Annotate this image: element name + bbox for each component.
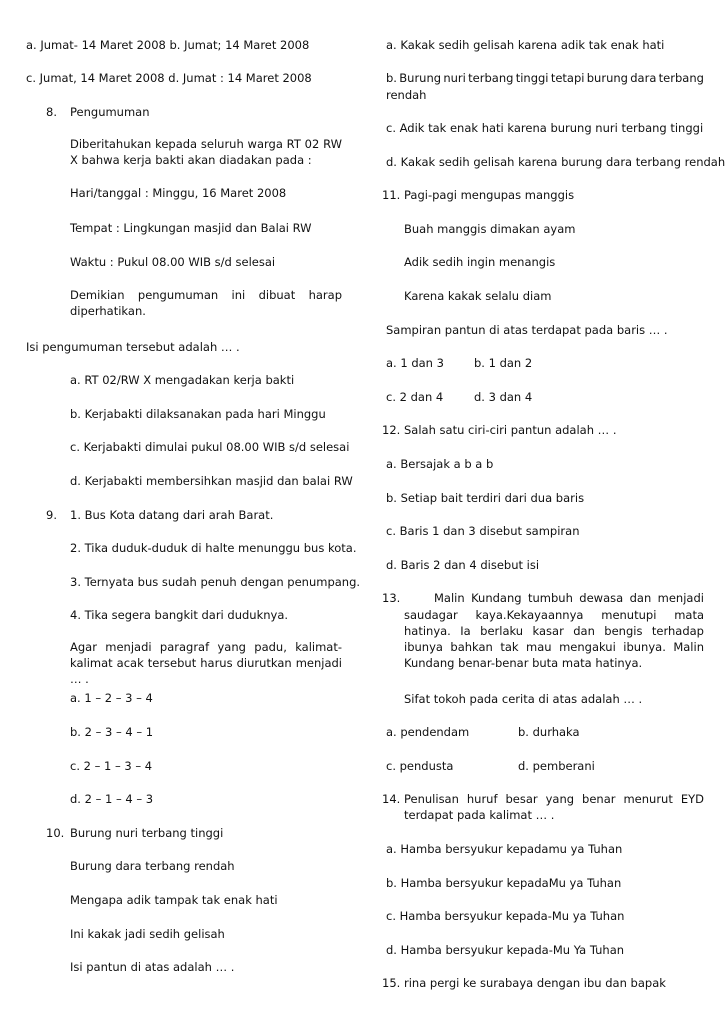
- question-11-option-c: c. 2 dan 4: [386, 390, 444, 404]
- pantun-2-line-3: Adik sedih ingin menangis: [404, 255, 556, 269]
- question-13-option-c: c. pendusta: [386, 759, 454, 773]
- question-13-option-b: b. durhaka: [518, 725, 580, 739]
- question-10-option-d: d. Kakak sedih gelisah karena burung dara terbang rendah: [386, 155, 726, 169]
- question-10-option-a: a. Kakak sedih gelisah karena adik tak enak hati: [386, 38, 665, 52]
- question-12-text: Salah satu ciri-ciri pantun adalah … .: [404, 423, 617, 437]
- question-14-option-d: d. Hamba bersyukur kepada-Mu Ya Tuhan: [386, 943, 625, 957]
- announcement-closing-line2: diperhatikan.: [70, 304, 146, 318]
- question-word: EYD: [680, 792, 704, 806]
- closing-word: harap: [308, 288, 342, 302]
- question-14-option-a: a. Hamba bersyukur kepadamu ya Tuhan: [386, 842, 623, 856]
- question-11-number: 11.: [382, 188, 401, 202]
- question-word: huruf: [466, 792, 498, 806]
- question-word: yang: [545, 792, 575, 806]
- question-14-option-b: b. Hamba bersyukur kepadaMu ya Tuhan: [386, 876, 622, 890]
- answer-options-date-cd: c. Jumat, 14 Maret 2008 d. Jumat : 14 Maret 2008: [26, 71, 312, 85]
- passage-word: dewasa: [579, 591, 624, 605]
- passage-word: Kundang: [471, 591, 522, 605]
- question-9-option-b: b. 2 – 3 – 4 – 1: [70, 725, 154, 739]
- question-8-option-c: c. Kerjabakti dimulai pukul 08.00 WIB s/d selesai: [70, 440, 350, 454]
- passage-word: tumbuh: [527, 591, 573, 605]
- option-word: nuri: [443, 71, 466, 85]
- closing-word: dibuat: [258, 288, 296, 302]
- question-14-line2: terdapat pada kalimat … .: [404, 808, 555, 822]
- question-14-number: 14.: [382, 792, 401, 806]
- closing-word: pengumuman: [137, 288, 219, 302]
- question-9-sentence-4: 4. Tika segera bangkit dari duduknya.: [70, 608, 289, 622]
- pantun-2-line-2: Buah manggis dimakan ayam: [404, 222, 576, 236]
- question-8-option-d: d. Kerjabakti membersihkan masjid dan balai RW: [70, 474, 353, 488]
- question-13-text: Sifat tokoh pada cerita di atas adalah … .: [404, 692, 643, 706]
- question-13-number: 13.: [382, 591, 401, 605]
- option-word: burung: [586, 71, 628, 85]
- passage-word: menjadi: [657, 591, 704, 605]
- question-15-number: 15.: [382, 976, 401, 990]
- passage-first-line: [434, 591, 704, 606]
- question-13-option-a: a. pendendam: [386, 725, 470, 739]
- question-11-option-d: d. 3 dan 4: [474, 390, 533, 404]
- question-13-option-d: d. pemberani: [518, 759, 595, 773]
- option-word: Burung: [399, 71, 442, 85]
- pantun-line-2: Burung dara terbang rendah: [70, 859, 235, 873]
- question-12-option-a: a. Bersajak a b a b: [386, 457, 494, 471]
- pantun-line-1: Burung nuri terbang tinggi: [70, 826, 224, 840]
- question-9-option-d: d. 2 – 1 – 4 – 3: [70, 792, 154, 806]
- option-word: tinggi: [515, 71, 549, 85]
- question-12-number: 12.: [382, 423, 401, 437]
- question-10-option-c: c. Adik tak enak hati karena burung nuri terbang tinggi: [386, 121, 704, 135]
- question-12-option-c: c. Baris 1 dan 3 disebut sampiran: [386, 524, 580, 538]
- passage-body: saudagar kaya.Kekayaannya menutupi mata hatinya. Ia berlaku kasar dan bengis terhadap ibunya bahkan tak mau mengakui ibunya. Malin Kundang benar-benar buta mata hatinya.: [404, 608, 704, 670]
- question-10-option-b-line2: rendah: [386, 88, 427, 102]
- pantun-2-line-1: Pagi-pagi mengupas manggis: [404, 188, 575, 202]
- option-word: tetapi: [550, 71, 585, 85]
- announcement-intro: Diberitahukan kepada seluruh warga RT 02 RW X bahwa kerja bakti akan diadakan pada :: [70, 137, 342, 167]
- question-12-option-d: d. Baris 2 dan 4 disebut isi: [386, 558, 540, 572]
- question-8-option-a: a. RT 02/RW X mengadakan kerja bakti: [70, 373, 295, 387]
- question-8-number: 8.: [46, 105, 57, 119]
- question-10-text: Isi pantun di atas adalah … .: [70, 960, 235, 974]
- passage-word: dan: [629, 591, 652, 605]
- question-11-option-b: b. 1 dan 2: [474, 356, 533, 370]
- question-10-number: 10.: [46, 826, 65, 840]
- announcement-place: Tempat : Lingkungan masjid dan Balai RW: [70, 221, 312, 235]
- question-11-text: Sampiran pantun di atas terdapat pada baris … .: [386, 323, 668, 337]
- question-9-option-c: c. 2 – 1 – 3 – 4: [70, 759, 153, 773]
- answer-options-date-ab: a. Jumat- 14 Maret 2008 b. Jumat; 14 Maret 2008: [26, 38, 310, 52]
- pantun-line-3: Mengapa adik tampak tak enak hati: [70, 893, 278, 907]
- question-12-option-b: b. Setiap bait terdiri dari dua baris: [386, 491, 585, 505]
- option-word: b.: [386, 71, 397, 85]
- option-word: terbang: [468, 71, 514, 85]
- option-word: terbang: [658, 71, 704, 85]
- pantun-2-line-4: Karena kakak selalu diam: [404, 289, 552, 303]
- question-9-sentence-3: 3. Ternyata bus sudah penuh dengan penumpang.: [70, 575, 361, 589]
- question-9-option-a: a. 1 – 2 – 3 – 4: [70, 691, 153, 705]
- question-8-text: Isi pengumuman tersebut adalah … .: [26, 340, 240, 354]
- pantun-line-4: Ini kakak jadi sedih gelisah: [70, 927, 225, 941]
- question-8-title: Pengumuman: [70, 105, 150, 119]
- question-9-sentence-2: 2. Tika duduk-duduk di halte menunggu bus kota.: [70, 541, 357, 555]
- question-word: besar: [505, 792, 538, 806]
- announcement-closing: [70, 288, 342, 303]
- question-11-option-a: a. 1 dan 3: [386, 356, 444, 370]
- closing-word: ini: [231, 288, 246, 302]
- question-15-text: rina pergi ke surabaya dengan ibu dan bapak: [404, 976, 666, 990]
- announcement-date: Hari/tanggal : Minggu, 16 Maret 2008: [70, 186, 287, 200]
- question-14-first-line: [404, 792, 704, 807]
- question-8-option-b: b. Kerjabakti dilaksanakan pada hari Minggu: [70, 407, 326, 421]
- question-9-sentence-1: 1. Bus Kota datang dari arah Barat.: [70, 508, 274, 522]
- question-word: menurut: [623, 792, 673, 806]
- question-word: benar: [582, 792, 616, 806]
- question-9-text: Agar menjadi paragraf yang padu, kalimat-kalimat acak tersebut harus diurutkan menjadi … .: [70, 640, 342, 686]
- passage-word: Malin: [434, 591, 465, 605]
- closing-word: Demikian: [70, 288, 125, 302]
- announcement-time: Waktu : Pukul 08.00 WIB s/d selesai: [70, 255, 276, 269]
- question-9-number: 9.: [46, 508, 57, 522]
- question-14-option-c: c. Hamba bersyukur kepada-Mu ya Tuhan: [386, 909, 625, 923]
- option-word: dara: [630, 71, 657, 85]
- question-10-option-b: [386, 71, 704, 86]
- question-word: Penulisan: [404, 792, 459, 806]
